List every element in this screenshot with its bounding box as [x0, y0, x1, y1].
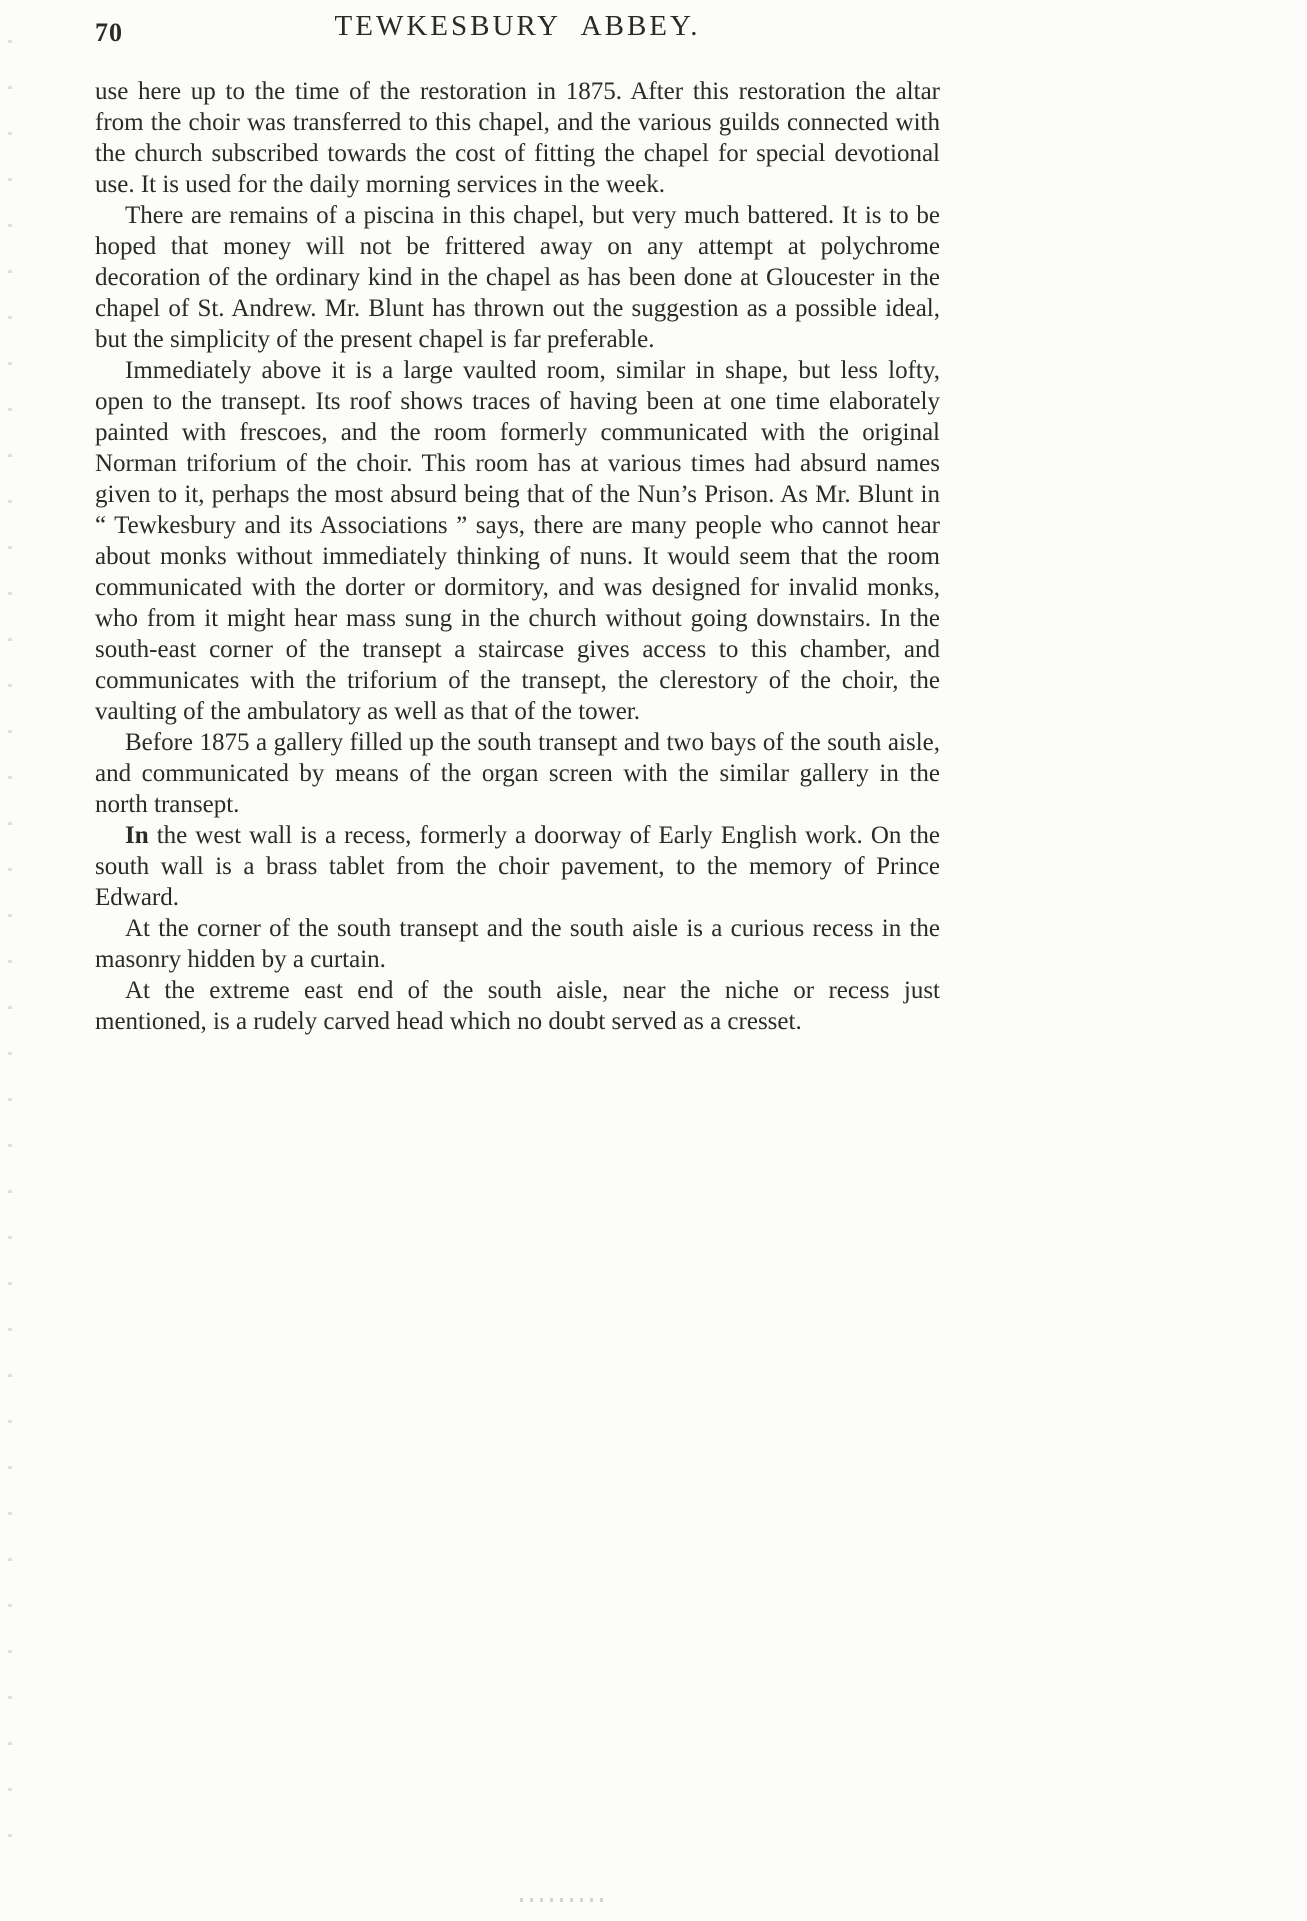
paragraph: There are remains of a piscina in this chapel, but very much battered. It is to be hoped that money will not be frittered away on any attempt at polychrome decoration of the ordinary kind in the chapel as has been done at Gloucester in the chapel of St. Andrew. Mr. Blunt has thrown out the suggestion as a possible ideal, but the simplicity of the present chapel is far preferable.: [95, 202, 940, 353]
paragraph: Immediately above it is a large vaulted room, similar in shape, but less lofty, open to the transept. Its roof shows traces of having been at one time elaborately painted with frescoes, and the room formerly communicated with the original Norman triforium of the choir. This room has at various times had absurd names given to it, perhaps the most absurd being that of the Nun’s Prison. As Mr. Blunt in “ Tewkesbury and its Associations ” says, there are many people who cannot hear about monks without immediately thinking of nuns. It would seem that the room communicated with the dorter or dormitory, and was designed for invalid monks, who from it might hear mass sung in the church without going downstairs. In the south-east corner of the transept a staircase gives access to this chamber, and communicates with the triforium of the transept, the clerestory of the choir, the vaulting of the ambulatory as well as that of the tower.: [95, 357, 940, 725]
page-header: [95, 8, 940, 56]
scan-artifact-bottom: [520, 1898, 610, 1902]
paragraph: Before 1875 a gallery filled up the south transept and two bays of the south aisle, and communicated by means of the organ screen with the similar gallery in the north transept.: [95, 729, 940, 818]
page-number: 70: [95, 18, 123, 47]
page-body: [95, 76, 940, 1037]
scan-artifact-left-edge: [8, 40, 12, 1860]
paragraph: use here up to the time of the restoration in 1875. After this restoration the altar from the choir was transferred to this chapel, and the various guilds connected with the church subscribed towards the cost of fitting the chapel for special devotional use. It is used for the daily morning services in the week.: [95, 78, 940, 198]
paragraph: At the extreme east end of the south aisle, near the niche or recess just mentioned, is a rudely carved head which no doubt served as a cresset.: [95, 977, 940, 1035]
page-title: TEWKESBURY ABBEY.: [334, 10, 701, 42]
paragraph: At the corner of the south transept and the south aisle is a curious recess in the masonry hidden by a curtain.: [95, 915, 940, 973]
paragraph: In the west wall is a recess, formerly a doorway of Early English work. On the south wall is a brass tablet from the choir pavement, to the memory of Prince Edward.: [95, 822, 940, 911]
paragraph-lead: In: [125, 822, 149, 849]
